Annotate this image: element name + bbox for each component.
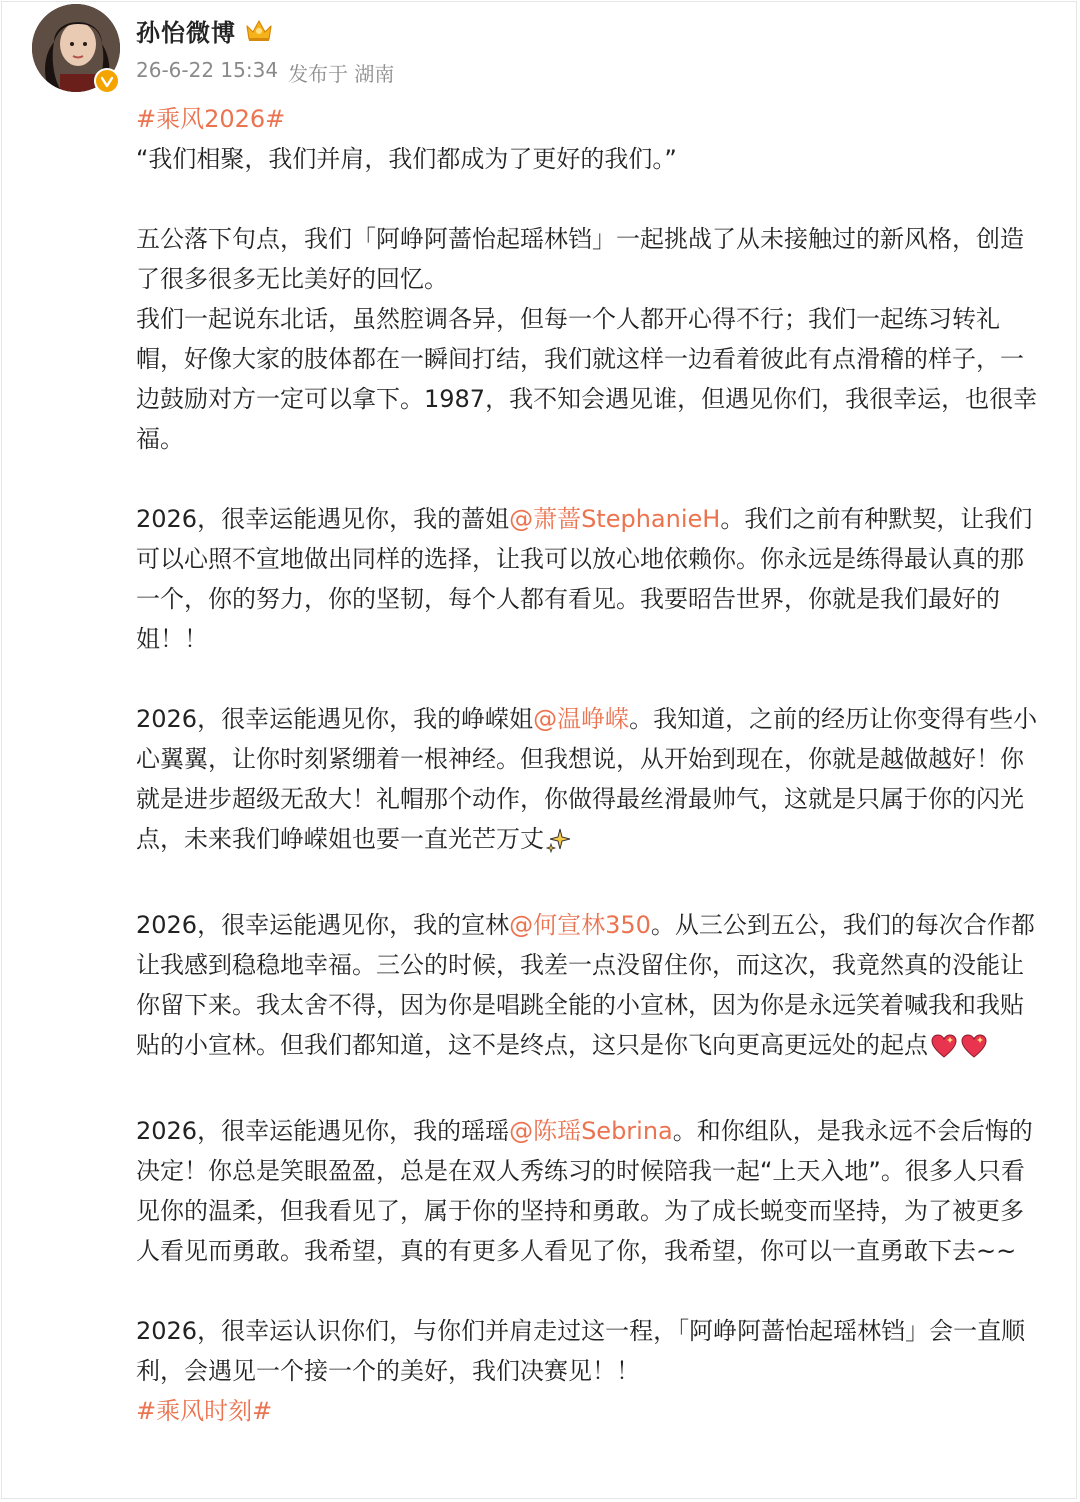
paragraph-text: 2026，很幸运能遇见你，我的瑶瑶 <box>136 1117 510 1145</box>
mention-link[interactable]: @萧蔷StephanieH <box>509 505 721 533</box>
paragraph-text: 。我知道，之前的经历让你变得有些小心翼翼，让你时刻紧绷着一根神经。但我想说，从开始到现在，你就是越做越好！你就是进步超级无敌大！礼帽那个动作，你做得最丝滑最帅气，这就是只属于你的闪光点，未来我们峥嵘姐也要一直光芒万丈 <box>136 705 1038 853</box>
post-meta <box>136 58 394 87</box>
paragraph-5 <box>136 699 1046 865</box>
crown-icon[interactable] <box>244 17 274 43</box>
paragraph-6 <box>136 905 1046 1071</box>
sparkles-emoji-icon <box>546 825 572 865</box>
paragraph-text: 。我们之前有种默契，让我们可以心照不宣地做出同样的选择，让我可以放心地依赖你。你永远是练得最认真的那一个，你的努力，你的坚韧，每个人都有看见。我要昭告世界，你就是我们最好的姐！！ <box>136 505 1033 653</box>
paragraph-text: 2026，很幸运能遇见你，我的蔷姐 <box>136 505 510 533</box>
post-content <box>136 99 1046 1431</box>
post-header <box>136 12 274 48</box>
paragraph-text: 。从三公到五公，我们的每次合作都让我感到稳稳地幸福。三公的时候，我差一点没留住你，而这次，我竟然真的没能让你留下来。我太舍不得，因为你是唱跳全能的小宣林，因为你是永远笑着喊我和我贴贴的小宣林。但我们都知道，这不是终点，这只是你飞向更高更远处的起点 <box>136 911 1035 1059</box>
paragraph-3: 我们一起说东北话，虽然腔调各异，但每一个人都开心得不行；我们一起练习转礼帽，好像大家的肢体都在一瞬间打结，我们就这样一边看着彼此有点滑稽的样子，一边鼓励对方一定可以拿下。1987，我不知会遇见谁，但遇见你们，我很幸运，也很幸福。 <box>136 305 1038 453</box>
sparkling-heart-emoji-icon <box>960 1031 988 1071</box>
paragraph-8: 2026，很幸运认识你们，与你们并肩走过这一程，「阿峥阿蔷怡起瑶林铛」会一直顺利，会遇见一个接一个的美好，我们决赛见！！ <box>136 1317 1026 1385</box>
mention-link[interactable]: @陈瑶Sebrina <box>509 1117 673 1145</box>
paragraph-text: 2026，很幸运能遇见你，我的宣林 <box>136 911 510 939</box>
verified-badge-icon <box>94 68 120 94</box>
author-name[interactable]: 孙怡微博 <box>136 18 236 47</box>
post-location: 发布于 湖南 <box>288 62 395 86</box>
sparkling-heart-emoji-icon <box>930 1031 958 1071</box>
post-timestamp[interactable]: 26-6-22 15:34 <box>136 58 279 82</box>
hashtag-link[interactable]: #乘风2026# <box>136 105 286 133</box>
paragraph-1: “我们相聚，我们并肩，我们都成为了更好的我们。” <box>136 145 677 173</box>
paragraph-2: 五公落下句点，我们「阿峥阿蔷怡起瑶林铛」一起挑战了从未接触过的新风格，创造了很多很多无比美好的回忆。 <box>136 225 1024 293</box>
paragraph-4 <box>136 499 1046 659</box>
mention-link[interactable]: @温峥嵘 <box>533 705 630 733</box>
mention-link[interactable]: @何宣林350 <box>509 911 651 939</box>
paragraph-text: 2026，很幸运能遇见你，我的峥嵘姐 <box>136 705 534 733</box>
hashtag-link[interactable]: #乘风时刻# <box>136 1397 273 1425</box>
paragraph-7 <box>136 1111 1046 1271</box>
paragraph-text: 。和你组队，是我永远不会后悔的决定！你总是笑眼盈盈，总是在双人秀练习的时候陪我一起“上天入地”。很多人只看见你的温柔，但我看见了，属于你的坚持和勇敢。为了成长蜕变而坚持，为了被更多人看见而勇敢。我希望，真的有更多人看见了你，我希望，你可以一直勇敢下去~~ <box>136 1117 1033 1265</box>
